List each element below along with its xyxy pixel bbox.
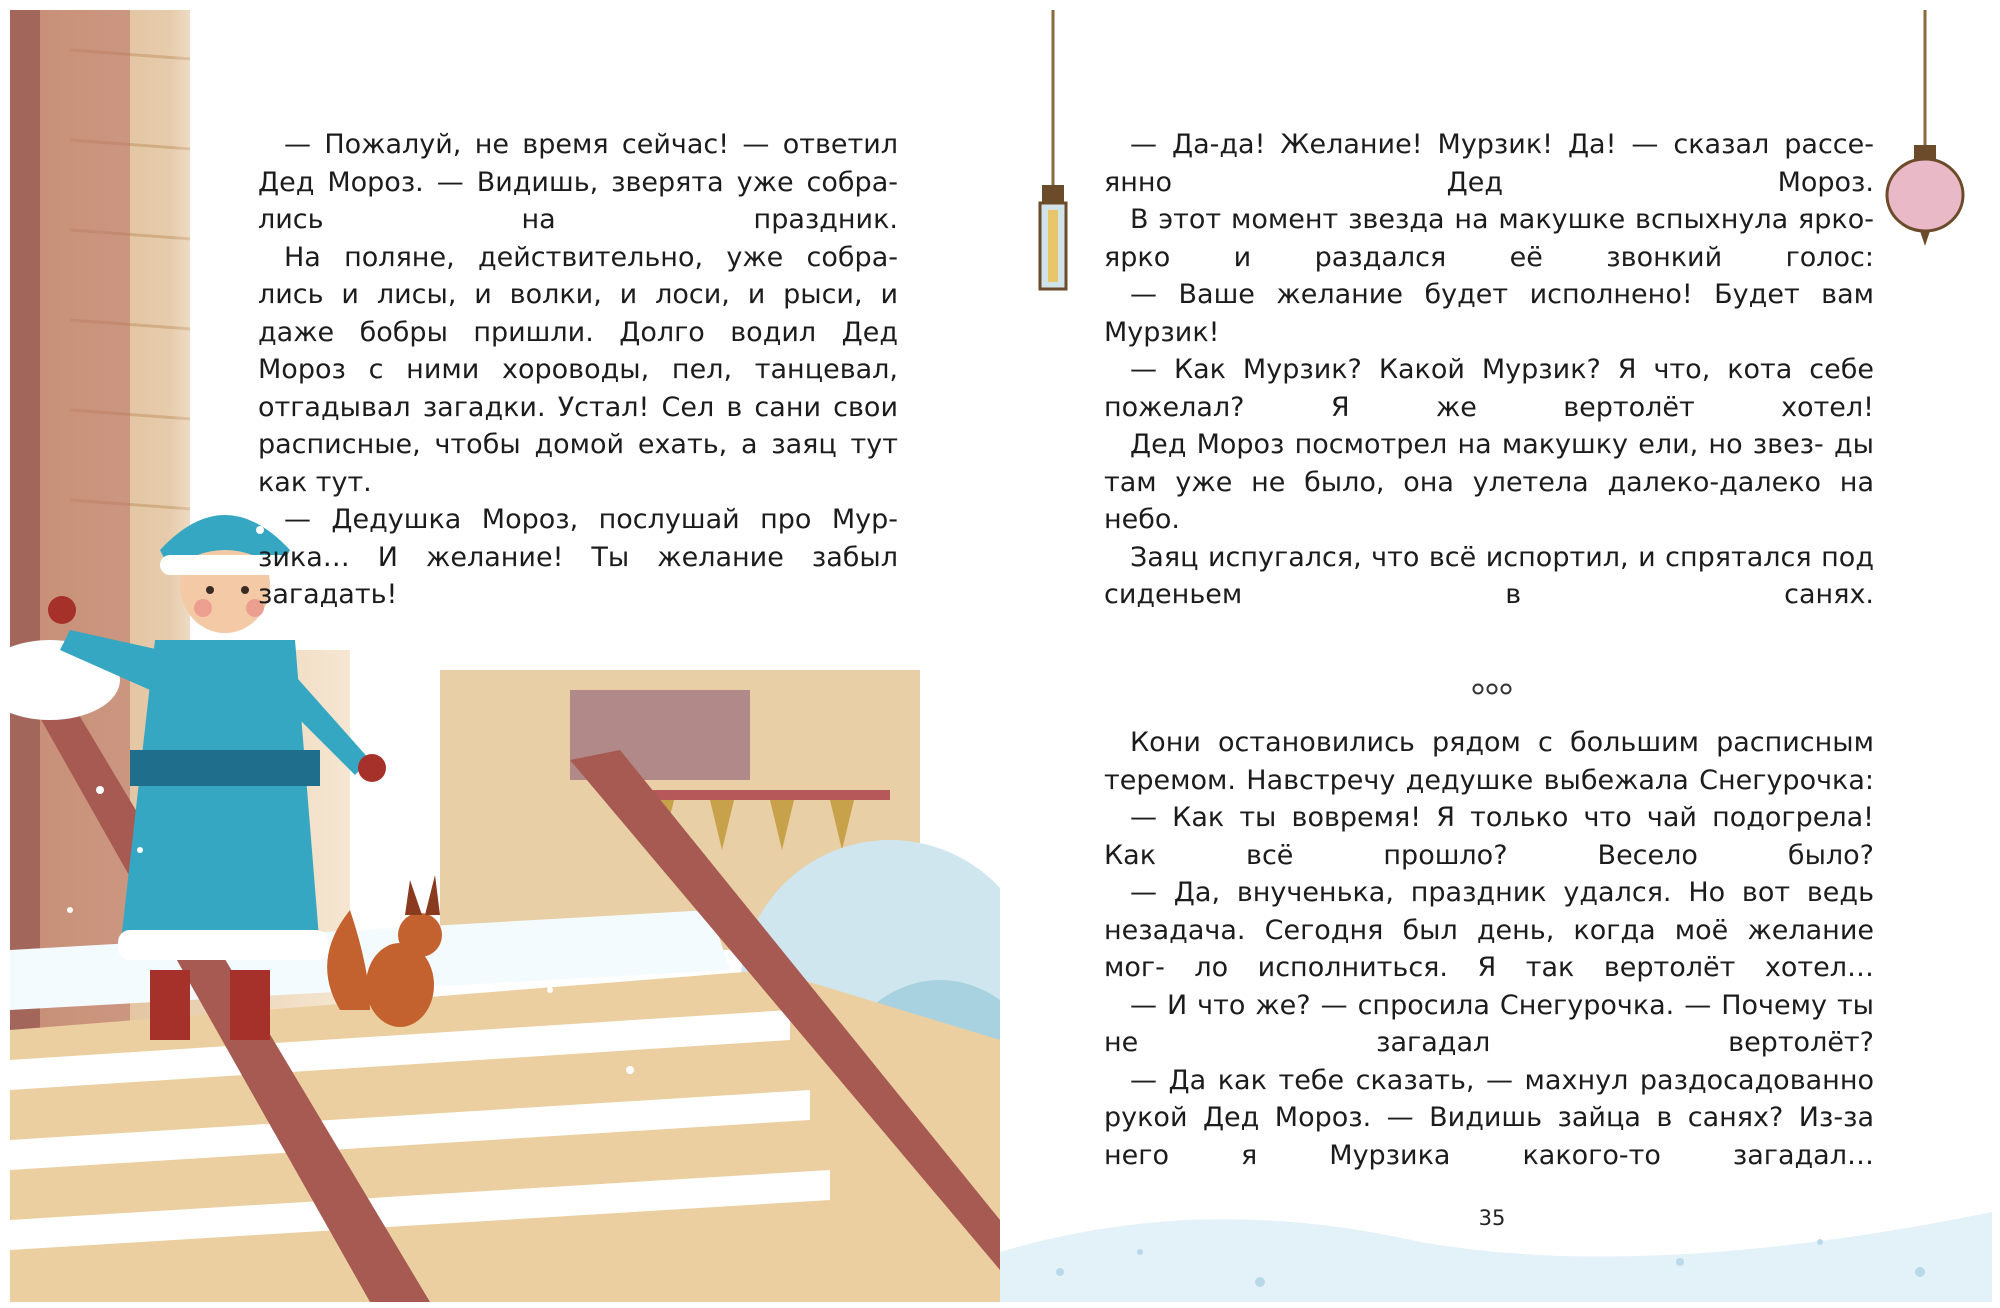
text-line: зика… И желание! Ты желание забыл	[258, 541, 898, 573]
text-line: пожелал? Я же вертолёт хотел!	[1104, 391, 1874, 423]
right-paragraph-1	[1104, 126, 1874, 201]
right-text-bottom	[1104, 724, 1874, 1174]
tall-lantern-icon	[1028, 10, 1078, 300]
right-page	[1000, 10, 1992, 1302]
right-paragraph-5	[1104, 426, 1874, 539]
right-paragraph-8	[1104, 799, 1874, 874]
text-line: — И что же? — спросила Снегурочка. — Почему	[1130, 989, 1837, 1021]
text-line: — Дедушка Мороз, послушай про Мур-	[284, 504, 898, 535]
text-line: рукой Дед Мороз. — Видишь зайца в санях? Из-за	[1104, 1102, 1874, 1133]
text-line: лись и лисы, и волки, и лоси, и рыси,	[258, 279, 881, 310]
text-line: загадать!	[258, 579, 398, 610]
text-line: — Да-да! Желание! Мурзик! Да! — сказал рассе-	[1130, 129, 1874, 160]
text-line: — Да, внученька, праздник удался. Но вот ведь	[1130, 877, 1874, 908]
text-line: сиденьем в санях.	[1104, 579, 1874, 610]
text-line: ло исполниться. Я так вертолёт хотел…	[1194, 952, 1874, 983]
text-line: — Как ты вовремя! Я только что чай подогрела!	[1130, 802, 1874, 833]
right-paragraph-3	[1104, 276, 1874, 351]
left-paragraph-1	[258, 126, 898, 239]
text-line: незадача. Сегодня был день, когда моё желание мог-	[1104, 914, 1874, 983]
text-line: В этот момент звезда на макушке вспыхнула ярко-	[1130, 204, 1874, 235]
text-line: Кони остановились рядом с большим расписным	[1130, 727, 1874, 758]
text-line: как тут.	[258, 466, 372, 498]
left-page	[10, 10, 1000, 1302]
text-line: лись на праздник.	[258, 204, 898, 235]
left-paragraph-2	[258, 239, 898, 502]
right-paragraph-10	[1104, 987, 1874, 1062]
text-line: отгадывал загадки. Устал! Сел в сани свои	[258, 391, 898, 423]
right-paragraph-6	[1104, 539, 1874, 614]
left-text-column	[258, 126, 898, 614]
text-line: — Как Мурзик? Какой Мурзик? Я что, кота себе	[1130, 354, 1874, 385]
right-text-top	[1104, 126, 1874, 614]
page-number: 35	[1478, 1206, 1506, 1230]
text-line: — Ваше желание будет исполнено! Будет вам	[1130, 279, 1874, 310]
pink-lantern-icon	[1880, 10, 1970, 250]
text-line: Как всё прошло? Весело было?	[1104, 839, 1874, 871]
text-line: Дед Мороз посмотрел на макушку ели, но звез-	[1130, 429, 1824, 460]
text-line: Мороз с ними хороводы, пел, танцевал,	[258, 354, 898, 385]
text-line: Дед Мороз. — Видишь, зверята уже собра-	[258, 166, 898, 198]
text-line: Заяц испугался, что всё испортил, и спрятался под	[1130, 541, 1874, 573]
right-paragraph-9	[1104, 874, 1874, 987]
text-line: него я Мурзика какого-то загадал…	[1104, 1139, 1874, 1171]
text-line: ды там уже не было, она улетела далеко-далеко на	[1104, 429, 1874, 498]
right-paragraph-7	[1104, 724, 1874, 799]
left-paragraph-3	[258, 501, 898, 614]
text-line: Мурзик!	[1104, 316, 1220, 348]
text-line: ты не загадал вертолёт?	[1104, 989, 1874, 1058]
three-dots-ornament-icon	[1470, 682, 1514, 696]
right-paragraph-4	[1104, 351, 1874, 426]
text-line: — Да как тебе сказать, — махнул раздосадованно	[1130, 1064, 1874, 1096]
text-line: ярко и раздался её звонкий голос:	[1104, 241, 1874, 273]
text-line: небо.	[1104, 504, 1181, 535]
text-line: — Пожалуй, не время сейчас! — ответил	[284, 129, 898, 160]
right-paragraph-2	[1104, 201, 1874, 276]
text-line: расписные, чтобы домой ехать, а заяц тут	[258, 429, 898, 460]
text-line: и даже бобры пришли. Долго водил Дед	[258, 279, 898, 348]
text-line: теремом. Навстречу дедушке выбежала Снегурочка:	[1104, 764, 1874, 796]
text-line: янно Дед Мороз.	[1104, 166, 1874, 198]
text-line: На поляне, действительно, уже собра-	[284, 241, 898, 273]
